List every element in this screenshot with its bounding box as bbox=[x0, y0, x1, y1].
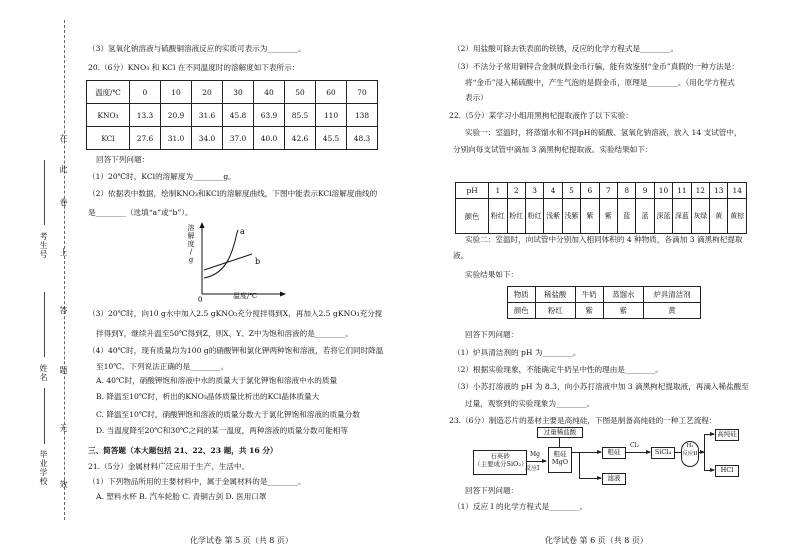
curve-b-label: b bbox=[255, 257, 261, 266]
arrow bbox=[571, 452, 601, 453]
table-cell: 颜色 bbox=[508, 303, 536, 319]
table-cell: 31.6 bbox=[192, 104, 223, 127]
table-cell: 紫 bbox=[575, 303, 603, 319]
ylabel-char: g bbox=[188, 256, 194, 264]
exp2-table bbox=[507, 286, 701, 319]
side-char: 此 bbox=[59, 165, 68, 174]
table-cell: 粉红 bbox=[507, 199, 525, 234]
school-blank bbox=[44, 388, 45, 444]
q23-prompt: 回答下列问题： bbox=[465, 486, 519, 495]
arrow bbox=[526, 461, 546, 462]
table-cell: 27.6 bbox=[130, 127, 161, 150]
table-cell: 40.0 bbox=[254, 127, 285, 150]
table-cell: 粉红 bbox=[525, 199, 543, 234]
table-cell: 13 bbox=[710, 183, 728, 199]
name-blank bbox=[44, 292, 45, 357]
solubility-table bbox=[86, 80, 378, 150]
table-cell: 11 bbox=[673, 183, 691, 199]
cl2-label: Cl₂ bbox=[630, 442, 639, 449]
option-d: D. 当温度降至20℃和30℃之间的某一温度，两种溶液的质量分数可能相等 bbox=[96, 426, 348, 435]
side-char: 在 bbox=[59, 134, 68, 143]
q21-3-cont2: 表示） bbox=[465, 93, 488, 102]
arrow bbox=[625, 452, 650, 453]
reagent-mg: Mg bbox=[530, 451, 540, 458]
student-id-blank bbox=[44, 160, 45, 225]
q21-3-cont: 将“金币”浸入稀硫酸中，产生气泡的是假金币，原理是________。（用化学方程式 bbox=[465, 78, 735, 87]
q22-stem: 22.（5分）某学习小组用黑枸杞提取液作了以下实验： bbox=[449, 111, 633, 120]
table-cell: 45.5 bbox=[316, 127, 347, 150]
table-cell: 20.9 bbox=[161, 104, 192, 127]
q23-stem: 23.（6分）制造芯片的基材主要是高纯硅，下图是制备高纯硅的一种工艺流程： bbox=[449, 416, 717, 425]
arrow bbox=[704, 434, 714, 435]
q21-stem: 21.（5分）金属材料广泛应用于生产、生活中。 bbox=[88, 462, 250, 471]
q22-prompt: 回答下列问题： bbox=[465, 330, 519, 339]
table-cell: 灰绿 bbox=[691, 199, 709, 234]
ylabel-char: 度 bbox=[187, 240, 195, 248]
table-cell: 黄棕 bbox=[728, 199, 747, 234]
filtrate-box: 滤液 bbox=[602, 473, 626, 485]
excess-acid-box: 过量稀盐酸 bbox=[537, 427, 583, 438]
side-char: 效 bbox=[59, 480, 68, 489]
q20-prompt: 回答下列问题： bbox=[96, 155, 150, 164]
name-label: 姓名 bbox=[39, 364, 48, 382]
q22-3-cont: 过量，观察到的实验现象为________。 bbox=[465, 399, 595, 408]
q21-2: （2）用盐酸可除去铁表面的铁锈，反应的化学方程式是________。 bbox=[453, 44, 679, 53]
side-char: 答 bbox=[59, 306, 68, 315]
h2-label: H₂ bbox=[686, 443, 694, 449]
quartz-sand-box: 石英砂 （主要成分SiO₂） bbox=[473, 450, 527, 475]
table-cell: 10 bbox=[161, 81, 192, 104]
table-cell: 蓝 bbox=[617, 199, 635, 234]
table-cell: 7 bbox=[599, 183, 617, 199]
table-cell: 45.8 bbox=[223, 104, 254, 127]
sicl4-box: SiCl₄ bbox=[651, 447, 675, 459]
table-cell: 稀盐酸 bbox=[535, 287, 575, 303]
h2-reaction2-label bbox=[681, 441, 699, 467]
crude-mgo-box: 粗硅 MgO bbox=[548, 447, 572, 473]
q21-1: （1）下列物品所用的主要材料中，属于金属材料的是________。 bbox=[88, 477, 306, 486]
page-footer-right: 化学试卷 第 6 页（共 8 页） bbox=[545, 536, 648, 545]
table-cell: 63.9 bbox=[254, 104, 285, 127]
reaction2-label: 反应II bbox=[682, 451, 698, 457]
reaction1-label: 反应I bbox=[525, 465, 540, 472]
table-cell: 60 bbox=[316, 81, 347, 104]
q20-stem: 20.（6分）KNO₃ 和 KCl 在不同温度时的溶解度如下表所示： bbox=[88, 63, 300, 72]
table-cell: 6 bbox=[581, 183, 599, 199]
q21-1-options: A. 塑料水杯 B. 汽车轮胎 C. 青铜古剑 D. 医用口罩 bbox=[96, 492, 267, 501]
table-cell: 紫 bbox=[581, 199, 599, 234]
q23-1: （1）反应 I 的化学方程式是________。 bbox=[453, 502, 588, 511]
table-cell: 黄 bbox=[710, 199, 728, 234]
table-cell: 85.5 bbox=[285, 104, 316, 127]
table-cell: 40 bbox=[254, 81, 285, 104]
table-cell: 34.0 bbox=[192, 127, 223, 150]
exp1-line2: 分别向每支试管中滴加 3 滴黑枸杞提取液。实验结果如下： bbox=[453, 145, 653, 154]
side-char: 无 bbox=[59, 424, 68, 433]
q20-4: （4）40℃时，现有质量均为100 g的硝酸钾和氯化钾两种饱和溶液，若将它们同时降温 bbox=[88, 346, 384, 355]
ylabel-char: 解 bbox=[187, 232, 195, 240]
table-cell: 9 bbox=[636, 183, 654, 199]
ylabel-char: 溶 bbox=[187, 224, 195, 232]
table-cell: 110 bbox=[316, 104, 347, 127]
table-cell: 8 bbox=[617, 183, 635, 199]
q22-1: （1）炉具清洁剂的 pH 为________。 bbox=[453, 348, 581, 357]
exp2-line1: 实验二：室温时，向试管中分别加入相同体积的 4 种物质，各滴加 3 滴黑枸杞提取 bbox=[465, 235, 743, 244]
q20-2-cont: 是________（选填“a”或“b”）。 bbox=[88, 208, 193, 217]
q22-2: （2）根据实验现象，不能确定牛奶呈中性的理由是________。 bbox=[453, 365, 663, 374]
table-cell: 4 bbox=[544, 183, 562, 199]
table-cell: 2 bbox=[507, 183, 525, 199]
graph-ylabel bbox=[186, 224, 196, 264]
arrow bbox=[704, 470, 714, 471]
table-cell: 37.0 bbox=[223, 127, 254, 150]
table-cell: 颜色 bbox=[456, 199, 489, 234]
q20-2: （2）依据表中数据，绘制KNO₃和KCl的溶解度曲线，下图中能表示KCl溶解度曲线的 bbox=[88, 189, 378, 198]
table-cell: 粉红 bbox=[535, 303, 575, 319]
table-cell: 3 bbox=[525, 183, 543, 199]
arrow bbox=[579, 478, 601, 479]
table-cell: 粉红 bbox=[489, 199, 507, 234]
table-cell: 0 bbox=[130, 81, 161, 104]
table-cell: 深蓝 bbox=[673, 199, 691, 234]
exp2-line2: 液。 bbox=[453, 251, 469, 260]
table-cell: KCl bbox=[87, 127, 130, 150]
table-cell: 5 bbox=[562, 183, 580, 199]
table-cell: 13.3 bbox=[130, 104, 161, 127]
table-cell: 蓝 bbox=[636, 199, 654, 234]
table-cell: 10 bbox=[654, 183, 672, 199]
high-purity-si-box: 高纯硅 bbox=[715, 429, 739, 441]
q19-3: （3）氢氧化钠溶液与硫酸铜溶液反应的实质可表示为________。 bbox=[88, 44, 306, 53]
side-char: 卷 bbox=[59, 198, 68, 207]
connector bbox=[559, 437, 560, 447]
table-cell: 浅紫 bbox=[544, 199, 562, 234]
q20-1: （1）20℃时，KCl的溶解度为________g。 bbox=[88, 172, 236, 181]
right-page bbox=[397, 0, 794, 560]
table-cell: 20 bbox=[192, 81, 223, 104]
table-cell: 70 bbox=[347, 81, 378, 104]
table-cell: 14 bbox=[728, 183, 747, 199]
table-cell: 牛奶 bbox=[575, 287, 603, 303]
hcl-box: HCl bbox=[715, 465, 739, 477]
q20-4-cont: 至10℃。下列说法正确的是________。 bbox=[96, 362, 229, 371]
table-cell: 温度/℃ bbox=[87, 81, 130, 104]
table-cell: 31.0 bbox=[161, 127, 192, 150]
table-cell: 浅紫 bbox=[562, 199, 580, 234]
option-b: B. 降温至10℃时，析出的KNO₃晶体质量比析出的KCl晶体质量大 bbox=[96, 392, 320, 401]
table-cell: 紫 bbox=[603, 303, 643, 319]
q21-3: （3）不法分子常用铜锌合金制成假金币行骗，能有效鉴别“金币”真假的一种方法是： bbox=[453, 62, 739, 71]
table-cell: 138 bbox=[347, 104, 378, 127]
exp1-line1: 实验一：室温时，将蒸馏水和不同pH的硫酸、氢氧化钠溶液，放入 14 支试管中， bbox=[465, 128, 742, 137]
curve-a-label: a bbox=[240, 227, 245, 236]
table-cell: 紫 bbox=[599, 199, 617, 234]
table-cell: 蒸馏水 bbox=[603, 287, 643, 303]
table-cell: 48.3 bbox=[347, 127, 378, 150]
section-3-heading: 三、简答题（本大题包括 21、22、23 题，共 16 分） bbox=[88, 446, 278, 455]
page-footer-left: 化学试卷 第 5 页（共 8 页） bbox=[190, 536, 293, 545]
solubility-graph bbox=[180, 220, 290, 302]
table-cell: 物质 bbox=[508, 287, 536, 303]
ylabel-char: / bbox=[189, 248, 193, 256]
connector bbox=[704, 434, 705, 470]
exp2-result-label: 实验结果如下： bbox=[465, 270, 519, 279]
student-id-label: 考生号 bbox=[39, 232, 48, 259]
graph-xlabel: 温度/℃ bbox=[233, 292, 258, 300]
table-cell: 1 bbox=[489, 183, 507, 199]
table-cell: 12 bbox=[691, 183, 709, 199]
side-char: 上 bbox=[59, 248, 68, 257]
table-cell: pH bbox=[456, 183, 489, 199]
option-c: C. 降温至10℃时，硝酸钾饱和溶液的质量分数大于氯化钾饱和溶液的质量分数 bbox=[96, 410, 360, 419]
ph-color-table bbox=[455, 182, 747, 234]
table-cell: 50 bbox=[285, 81, 316, 104]
school-label: 毕业学校 bbox=[39, 450, 48, 486]
binding-line bbox=[64, 20, 65, 520]
table-cell: 黄 bbox=[644, 303, 701, 319]
table-cell: 30 bbox=[223, 81, 254, 104]
q20-3: （3）20℃时，向10 g水中加入2.5 gKNO₃充分搅拌得到X，再加入2.5 gKNO₃充分搅 bbox=[88, 309, 383, 318]
q22-3: （3）小苏打溶液的 pH 为 8.3，向小苏打溶液中加 3 滴黑枸杞提取液，再滴入稀盐酸至 bbox=[453, 382, 749, 391]
side-char: 题 bbox=[59, 366, 68, 375]
table-cell: 深蓝 bbox=[654, 199, 672, 234]
table-cell: 炉具清洁剂 bbox=[644, 287, 701, 303]
connector bbox=[579, 452, 580, 478]
table-cell: KNO₃ bbox=[87, 104, 130, 127]
crude-si-box: 粗硅 bbox=[602, 447, 626, 459]
option-a: A. 40℃时，硝酸钾饱和溶液中水的质量大于氯化钾饱和溶液中水的质量 bbox=[96, 376, 338, 385]
origin-label: 0 bbox=[198, 296, 203, 302]
table-cell: 42.6 bbox=[285, 127, 316, 150]
q20-3-cont: 拌得到Y，继续升温至50℃得到Z，则X、Y、Z中为饱和溶液的是________。 bbox=[96, 329, 353, 338]
